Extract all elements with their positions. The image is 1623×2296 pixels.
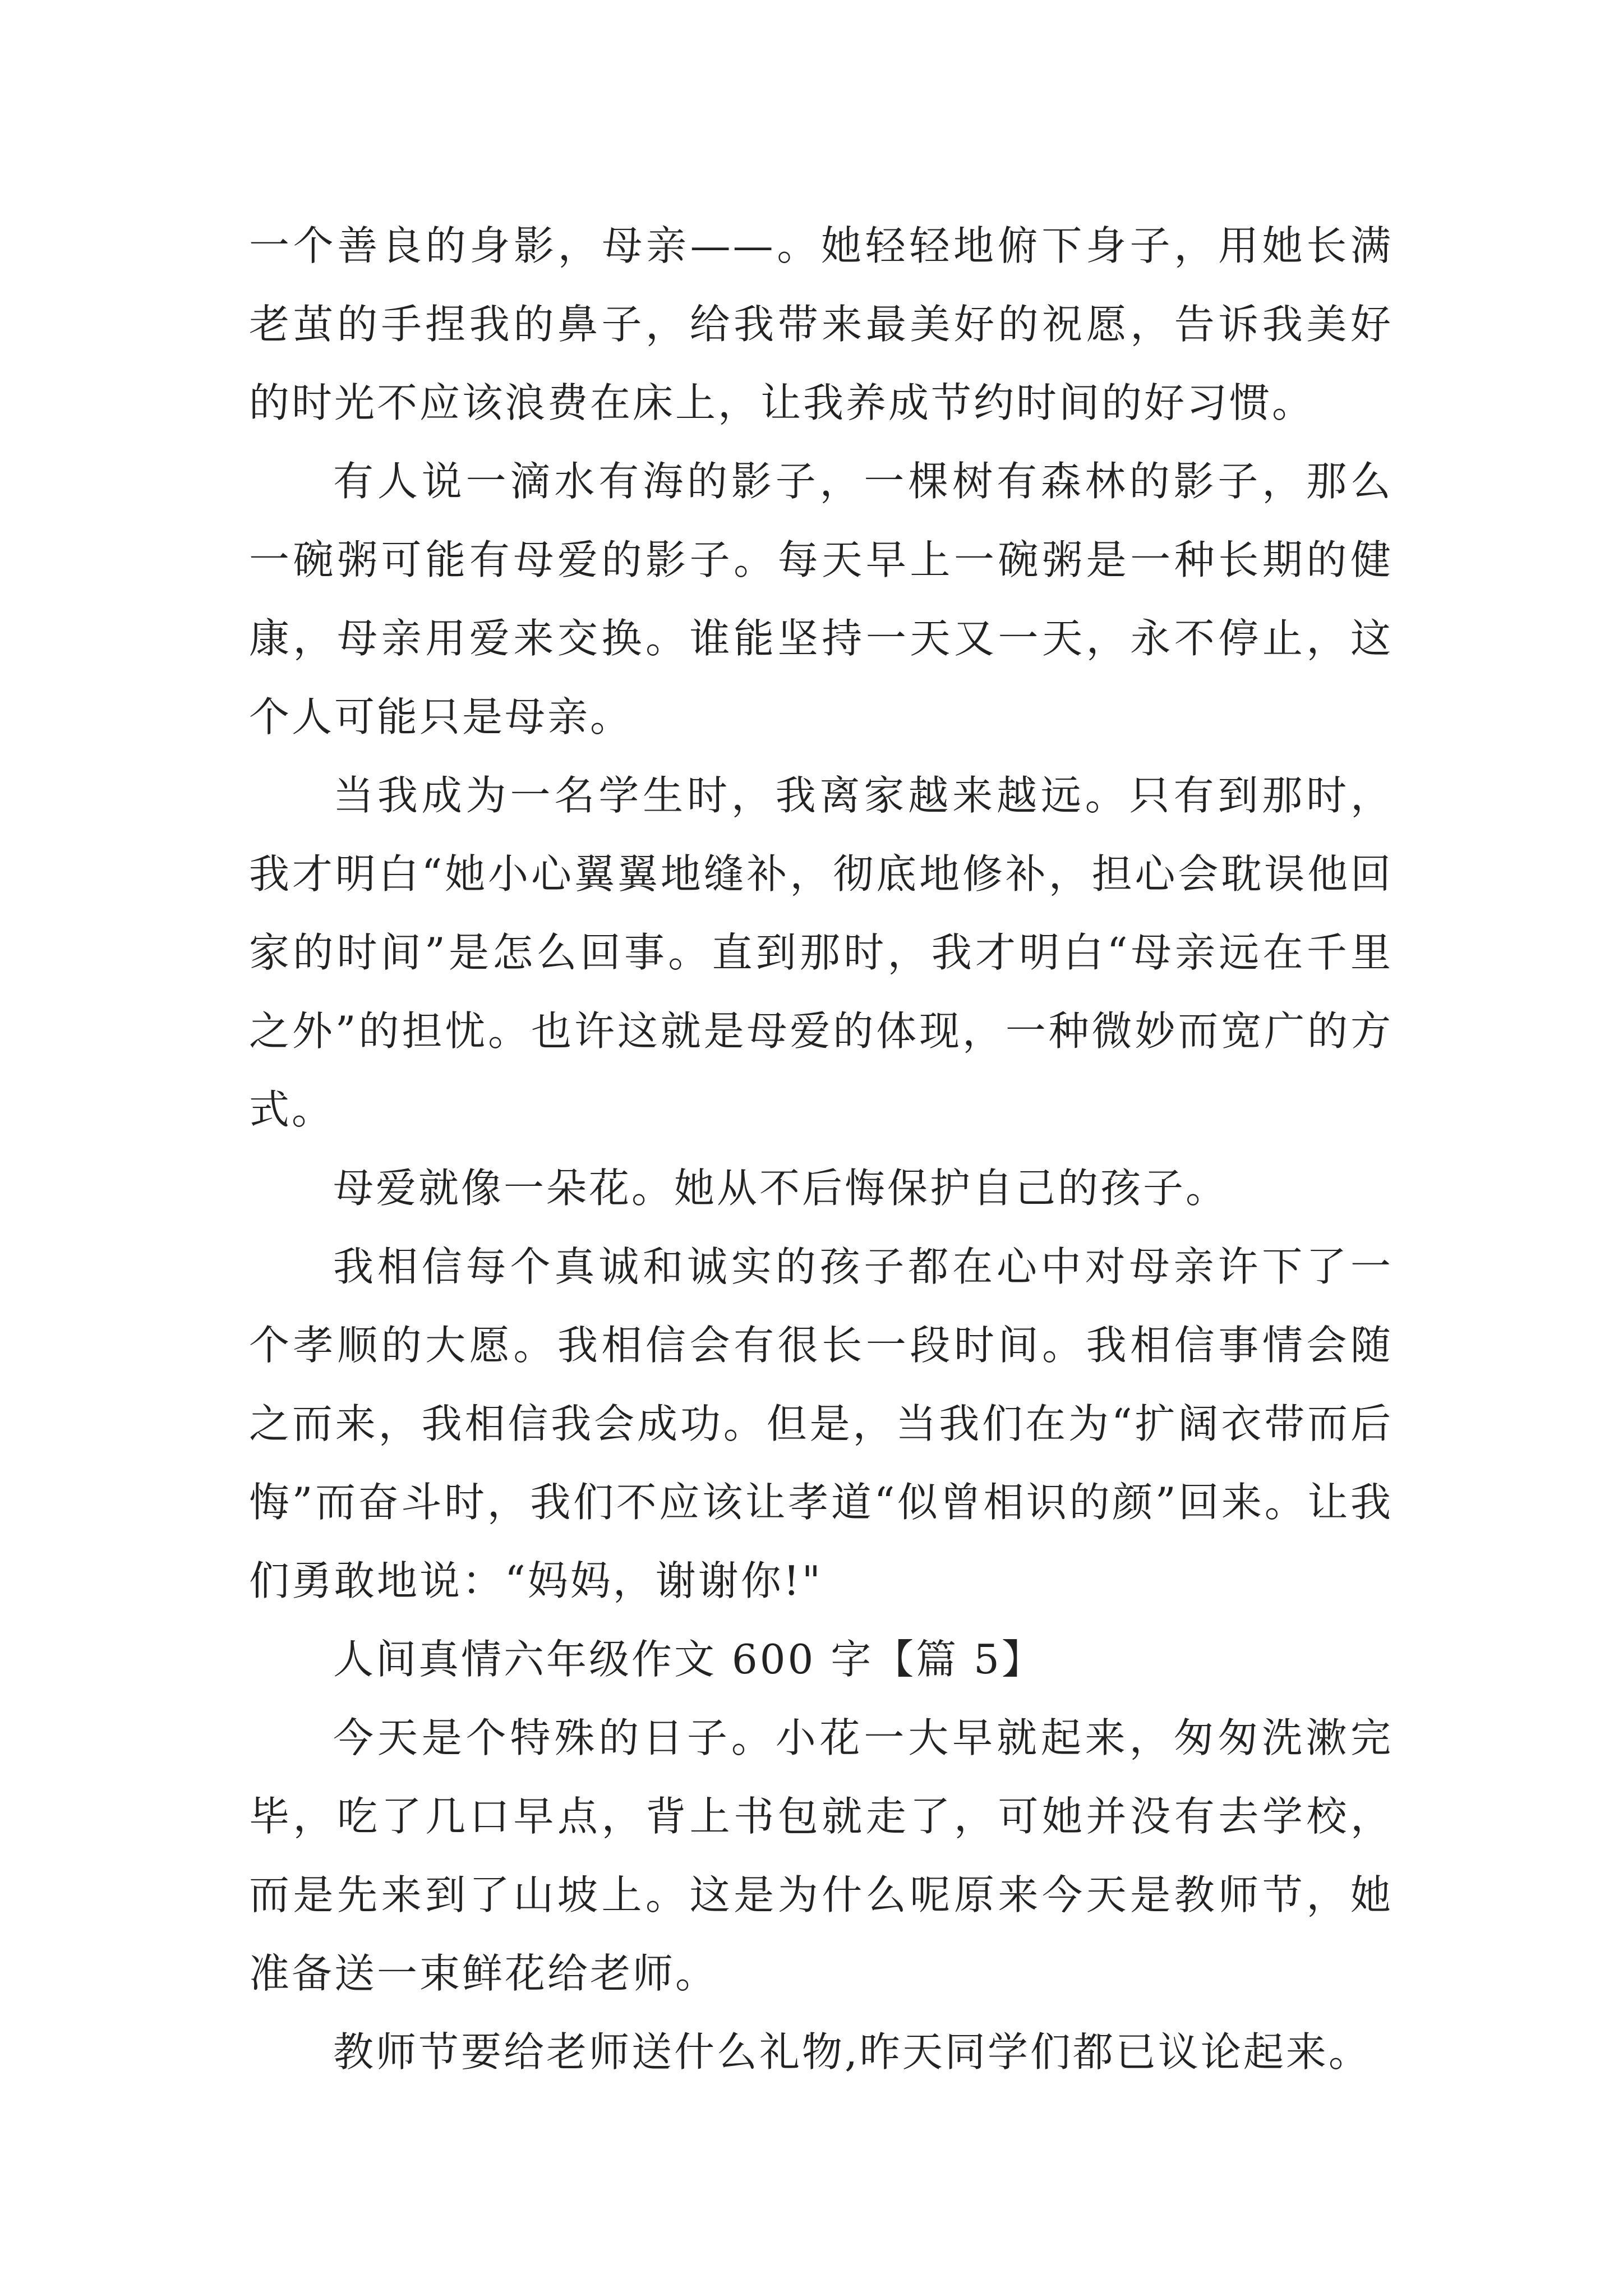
paragraph-6: 今天是个特殊的日子。小花一大早就起来，匆匆洗漱完毕，吃了几口早点，背上书包就走了，可她并没有去学校，而是先来到了山坡上。这是为什么呢原来今天是教师节，她准备送一束鲜花给老师。 [249,1714,1393,1997]
paragraph-5: 我相信每个真诚和诚实的孩子都在心中对母亲许下了一个孝顺的大愿。我相信会有很长一段时间。我相信事情会随之而来，我相信我会成功。但是，当我们在为“扩阔衣带而后悔”而奋斗时，我们不应该让孝道“似曾相识的颜”回来。让我们勇敢地说：“妈妈，谢谢你!" [249,1243,1393,1604]
section-title: 人间真情六年级作文 600 字【篇 5】 [333,1636,1044,1683]
paragraph-1: 一个善良的身影，母亲——。她轻轻地俯下身子，用她长满老茧的手捏我的鼻子，给我带来最美好的祝愿，告诉我美好的时光不应该浪费在床上，让我养成节约时间的好习惯。 [249,222,1393,426]
paragraph-7: 教师节要给老师送什么礼物,昨天同学们都已议论起来。 [333,2028,1371,2076]
paragraph-3: 当我成为一名学生时，我离家越来越远。只有到那时，我才明白“她小心翼翼地缝补，彻底地修补，担心会耽误他回家的时间”是怎么回事。直到那时，我才明白“母亲远在千里之外”的担忧。也许这就是母爱的体现，一种微妙而宽广的方式。 [249,772,1393,1133]
paragraph-4: 母爱就像一朵花。她从不后悔保护自己的孩子。 [333,1165,1229,1212]
paragraph-2: 有人说一滴水有海的影子，一棵树有森林的影子，那么一碗粥可能有母爱的影子。每天早上一碗粥是一种长期的健康，母亲用爱来交换。谁能坚持一天又一天，永不停止，这个人可能只是母亲。 [249,458,1393,740]
document-body [249,206,1393,2091]
